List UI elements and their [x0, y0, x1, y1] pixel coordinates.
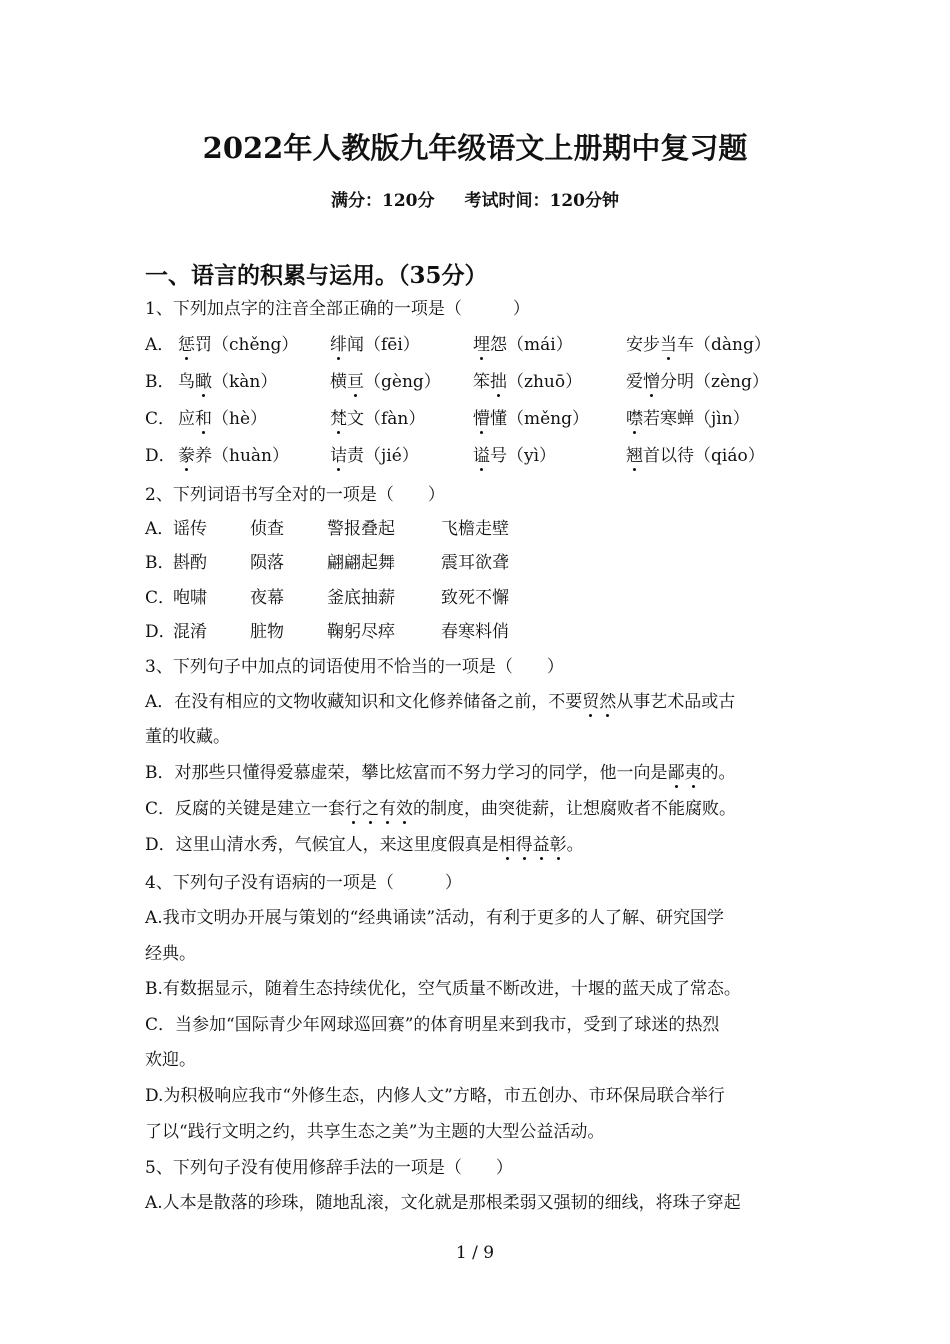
q2-option-a-item: 侦查: [250, 519, 284, 539]
q2-option-c-item: 釜底抽薪: [327, 588, 395, 608]
q1-option-c-item: 懵懂（měng）: [473, 409, 590, 429]
q1-option-b-item: 鸟瞰（kàn）: [178, 372, 278, 392]
q2-option-a-item: 警报叠起: [327, 519, 395, 539]
q1-option-a-item: 安步当车（dàng）: [626, 335, 771, 355]
q1-option-d-item: 翘首以待（qiáo）: [626, 446, 765, 466]
page-number: 1 / 9: [455, 1243, 495, 1263]
q1-option-c-item: 噤若寒蝉（jìn）: [626, 409, 750, 429]
question-5-stem: 5、下列句子没有使用修辞手法的一项是（ ）: [145, 1158, 513, 1178]
q1-option-b-item: 笨拙（zhuō）: [473, 372, 583, 392]
question-3-option-a-cont: 董的收藏。: [145, 727, 230, 747]
q1-option-d-item: 诘责（jié）: [330, 446, 419, 466]
q1-option-a-item: 埋怨（mái）: [473, 335, 573, 355]
question-4-option-a-cont: 经典。: [145, 944, 196, 964]
q2-option-a-label: A．: [145, 519, 175, 539]
q1-option-d-label: D．: [145, 446, 176, 466]
q1-option-b-item: 爱憎分明（zèng）: [626, 372, 769, 392]
full-score: 满分：120分: [331, 191, 435, 211]
q1-option-d-item: 谥号（yì）: [473, 446, 557, 466]
q1-option-a-item: 惩罚（chěng）: [178, 335, 299, 355]
q2-option-d-item: 鞠躬尽瘁: [327, 622, 395, 642]
q1-option-c-item: 应和（hè）: [178, 409, 268, 429]
question-4-stem: 4、下列句子没有语病的一项是（ ）: [145, 873, 462, 893]
q2-option-d-item: 脏物: [250, 622, 284, 642]
q2-option-b-item: 翩翩起舞: [327, 553, 395, 573]
question-3-stem: 3、下列句子中加点的词语使用不恰当的一项是（ ）: [145, 657, 564, 677]
exam-time: 考试时间：120分钟: [464, 191, 619, 211]
q1-option-c-label: C．: [145, 409, 176, 429]
q1-option-b-item: 横亘（gèng）: [330, 372, 441, 392]
q2-option-c-item: 致死不懈: [441, 588, 509, 608]
q1-option-b-label: B．: [145, 372, 175, 392]
section-heading: 一、语言的积累与运用。（35分）: [145, 262, 488, 289]
q2-option-d-label: D．: [145, 622, 176, 642]
question-4-option-c-cont: 欢迎。: [145, 1050, 196, 1070]
q2-option-d-item: 混淆: [173, 622, 207, 642]
q2-option-c-item: 夜幕: [250, 588, 284, 608]
q2-option-a-item: 飞檐走壁: [441, 519, 509, 539]
q2-option-c-item: 咆啸: [173, 588, 207, 608]
question-4-option-c: C．当参加“国际青少年网球巡回赛”的体育明星来到我市，受到了球迷的热烈: [145, 1015, 720, 1035]
question-3-option-c: C．反腐的关键是建立一套行之有效的制度，曲突徙薪，让想腐败者不能腐败。: [145, 799, 737, 819]
question-4-option-b: B.有数据显示，随着生态持续优化，空气质量不断改进，十堰的蓝天成了常态。: [145, 979, 741, 999]
q2-option-b-item: 斟酌: [173, 553, 207, 573]
page-title: 2022年人教版九年级语文上册期中复习题: [202, 131, 748, 165]
exam-info: [0, 186, 950, 211]
question-5-option-a: A.人本是散落的珍珠，随地乱滚，文化就是那根柔弱又强韧的细线，将珠子穿起: [145, 1193, 741, 1213]
q1-option-c-item: 梵文（fàn）: [330, 409, 426, 429]
q2-option-b-item: 震耳欲聋: [441, 553, 509, 573]
question-3-option-d: D．这里山清水秀，气候宜人，来这里度假真是相得益彰。: [145, 835, 584, 855]
q2-option-b-item: 陨落: [250, 553, 284, 573]
q1-option-a-label: A．: [145, 335, 175, 355]
question-4-option-a: A.我市文明办开展与策划的“经典诵读”活动，有利于更多的人了解、研究国学: [145, 908, 725, 928]
question-1-stem: 1、下列加点字的注音全部正确的一项是（ ）: [145, 299, 530, 319]
q1-option-d-item: 豢养（huàn）: [178, 446, 289, 466]
question-2-stem: 2、下列词语书写全对的一项是（ ）: [145, 485, 445, 505]
q2-option-a-item: 谣传: [173, 519, 207, 539]
question-3-option-a: A．在没有相应的文物收藏知识和文化修养储备之前，不要贸然从事艺术品或古: [145, 692, 736, 712]
q2-option-c-label: C．: [145, 588, 176, 608]
question-3-option-b: B．对那些只懂得爱慕虚荣，攀比炫富而不努力学习的同学，他一向是鄙夷的。: [145, 763, 736, 783]
q2-option-b-label: B．: [145, 553, 175, 573]
question-4-option-d: D.为积极响应我市“外修生态，内修人文”方略，市五创办、市环保局联合举行: [145, 1086, 725, 1106]
q2-option-d-item: 春寒料俏: [441, 622, 509, 642]
question-4-option-d-cont: 了以“践行文明之约，共享生态之美”为主题的大型公益活动。: [145, 1122, 605, 1142]
q1-option-a-item: 绯闻（fēi）: [330, 335, 420, 355]
